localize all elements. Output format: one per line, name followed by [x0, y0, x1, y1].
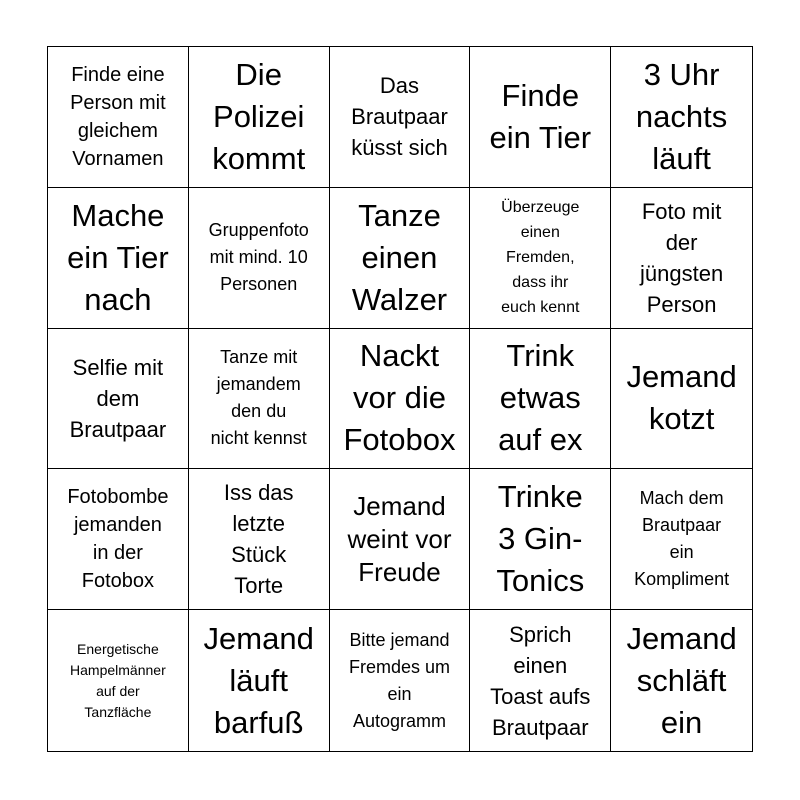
bingo-cell-5-3[interactable]: [330, 610, 471, 751]
bingo-cell-1-3[interactable]: [330, 47, 471, 188]
bingo-cell-3-2[interactable]: [189, 329, 330, 470]
cell-text: Selfie mit dem Brautpaar: [69, 354, 167, 442]
cell-text: Jemand läuft barfuß: [203, 620, 314, 740]
cell-text: Nackt vor die Fotobox: [343, 338, 456, 458]
bingo-board: [47, 46, 753, 752]
cell-text: Finde eine Person mit gleichem Vornamen: [70, 63, 166, 170]
cell-text: Mache ein Tier nach: [67, 197, 169, 317]
bingo-cell-5-2[interactable]: [189, 610, 330, 751]
cell-text: Fotobombe jemanden in der Fotobox: [67, 486, 169, 593]
bingo-cell-2-4[interactable]: [470, 188, 611, 329]
bingo-cell-2-2[interactable]: [189, 188, 330, 329]
bingo-cell-3-1[interactable]: [48, 329, 189, 470]
cell-text: Tanze mit jemandem den du nicht kennst: [210, 347, 307, 449]
bingo-cell-5-5[interactable]: [611, 610, 752, 751]
cell-text: 3 Uhr nachts läuft: [635, 56, 728, 176]
cell-text: Jemand schläft ein: [626, 620, 737, 740]
bingo-cell-4-1[interactable]: [48, 469, 189, 610]
bingo-cell-1-5[interactable]: [611, 47, 752, 188]
bingo-cell-4-5[interactable]: [611, 469, 752, 610]
cell-text: Foto mit der jüngsten Person: [640, 198, 724, 317]
bingo-cell-3-4[interactable]: [470, 329, 611, 470]
bingo-cell-1-1[interactable]: [48, 47, 189, 188]
bingo-cell-5-4[interactable]: [470, 610, 611, 751]
bingo-cell-2-1[interactable]: [48, 188, 189, 329]
cell-text: Überzeuge einen Fremden, dass ihr euch kennt: [501, 199, 580, 317]
bingo-cell-4-2[interactable]: [189, 469, 330, 610]
cell-text: Sprich einen Toast aufs Brautpaar: [490, 621, 591, 740]
cell-text: Mach dem Brautpaar ein Kompliment: [634, 488, 730, 590]
cell-text: Tanze einen Walzer: [351, 197, 448, 317]
cell-text: Das Brautpaar küsst sich: [351, 73, 448, 161]
cell-text: Jemand kotzt: [626, 359, 737, 437]
cell-text: Bitte jemand Fremdes um ein Autogramm: [348, 629, 450, 731]
bingo-cell-1-4[interactable]: [470, 47, 611, 188]
bingo-cell-4-4[interactable]: [470, 469, 611, 610]
cell-text: Jemand weint vor Freude: [347, 490, 452, 587]
cell-text: Iss das letzte Stück Torte: [223, 480, 294, 599]
cell-text: Finde ein Tier: [489, 77, 592, 155]
bingo-cell-5-1[interactable]: [48, 610, 189, 751]
bingo-cell-2-5[interactable]: [611, 188, 752, 329]
bingo-cell-2-3[interactable]: [330, 188, 471, 329]
bingo-cell-4-3[interactable]: [330, 469, 471, 610]
bingo-cell-3-3[interactable]: [330, 329, 471, 470]
cell-text: Trinke 3 Gin- Tonics: [496, 479, 585, 599]
bingo-cell-3-5[interactable]: [611, 329, 752, 470]
bingo-cell-1-2[interactable]: [189, 47, 330, 188]
cell-text: Gruppenfoto mit mind. 10 Personen: [208, 220, 309, 295]
cell-text: Trink etwas auf ex: [498, 338, 583, 458]
cell-text: Die Polizei kommt: [212, 56, 306, 176]
cell-text: Energetische Hampelmänner auf der Tanzfläche: [70, 640, 166, 720]
